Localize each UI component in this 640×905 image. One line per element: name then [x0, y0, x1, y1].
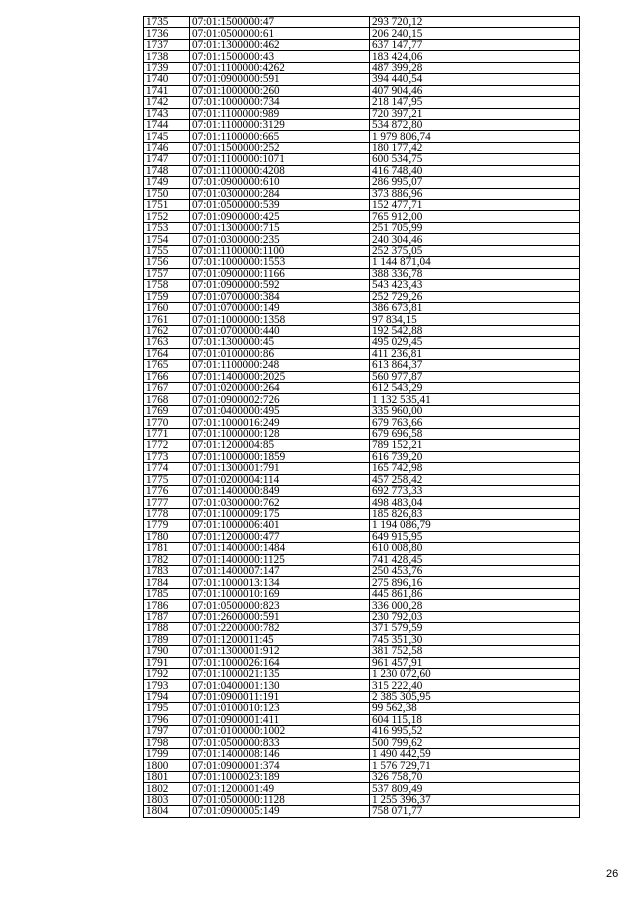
row-number-cell: 1799	[144, 749, 190, 760]
row-number-cell: 1770	[144, 417, 190, 428]
cadastral-value-cell: 293 720,12	[370, 17, 580, 28]
cadastral-value-cell: 252 729,26	[370, 291, 580, 302]
cadastral-number-cell: 07:01:1100000:1071	[190, 154, 370, 165]
cadastral-number-cell: 07:01:0500000:1128	[190, 794, 370, 805]
row-number-cell: 1780	[144, 531, 190, 542]
table-row	[144, 703, 580, 714]
table-row	[144, 325, 580, 336]
table-row	[144, 108, 580, 119]
table-row	[144, 600, 580, 611]
table-row	[144, 611, 580, 622]
cadastral-value-cell: 416 748,40	[370, 165, 580, 176]
cadastral-value-cell: 206 240,15	[370, 28, 580, 39]
cadastral-number-cell: 07:01:1200000:477	[190, 531, 370, 542]
table-row	[144, 394, 580, 405]
cadastral-value-cell: 373 886,96	[370, 188, 580, 199]
table-row	[144, 200, 580, 211]
row-number-cell: 1773	[144, 451, 190, 462]
cadastral-value-cell: 758 071,77	[370, 806, 580, 817]
table-row	[144, 485, 580, 496]
cadastral-number-cell: 07:01:1300001:791	[190, 463, 370, 474]
cadastral-value-cell: 637 147,77	[370, 39, 580, 50]
cadastral-value-cell: 165 742,98	[370, 463, 580, 474]
table-row	[144, 302, 580, 313]
cadastral-value-cell: 604 115,18	[370, 714, 580, 725]
cadastral-number-cell: 07:01:0900001:374	[190, 760, 370, 771]
cadastral-value-cell: 240 304,46	[370, 234, 580, 245]
row-number-cell: 1784	[144, 577, 190, 588]
row-number-cell: 1741	[144, 85, 190, 96]
table-row	[144, 257, 580, 268]
cadastral-value-cell: 326 758,70	[370, 771, 580, 782]
cadastral-value-cell: 386 673,81	[370, 302, 580, 313]
row-number-cell: 1755	[144, 245, 190, 256]
table-row	[144, 531, 580, 542]
cadastral-value-cell: 1 144 871,04	[370, 257, 580, 268]
row-number-cell: 1774	[144, 463, 190, 474]
cadastral-number-cell: 07:01:0900000:1166	[190, 268, 370, 279]
cadastral-value-cell: 183 424,06	[370, 51, 580, 62]
row-number-cell: 1751	[144, 200, 190, 211]
cadastral-number-cell: 07:01:0300000:762	[190, 497, 370, 508]
cadastral-value-cell: 250 453,76	[370, 566, 580, 577]
cadastral-value-cell: 495 029,45	[370, 337, 580, 348]
cadastral-number-cell: 07:01:1500000:43	[190, 51, 370, 62]
cadastral-number-cell: 07:01:1500000:47	[190, 17, 370, 28]
table-row	[144, 371, 580, 382]
cadastral-value-cell: 498 483,04	[370, 497, 580, 508]
cadastral-value-cell: 537 809,49	[370, 783, 580, 794]
row-number-cell: 1789	[144, 634, 190, 645]
row-number-cell: 1740	[144, 74, 190, 85]
cadastral-value-cell: 388 336,78	[370, 268, 580, 279]
table-row	[144, 646, 580, 657]
cadastral-number-cell: 07:01:0100000:86	[190, 348, 370, 359]
row-number-cell: 1775	[144, 474, 190, 485]
cadastral-number-cell: 07:01:1100000:248	[190, 360, 370, 371]
cadastral-number-cell: 07:01:2200000:782	[190, 623, 370, 634]
table-row	[144, 543, 580, 554]
table-row	[144, 588, 580, 599]
cadastral-value-cell: 381 752,58	[370, 646, 580, 657]
cadastral-value-cell: 1 576 729,71	[370, 760, 580, 771]
row-number-cell: 1790	[144, 646, 190, 657]
row-number-cell: 1742	[144, 97, 190, 108]
cadastral-value-cell: 679 696,58	[370, 428, 580, 439]
table-row	[144, 268, 580, 279]
cadastral-value-cell: 613 864,37	[370, 360, 580, 371]
cadastral-value-cell: 745 351,30	[370, 634, 580, 645]
cadastral-number-cell: 07:01:0900000:425	[190, 211, 370, 222]
cadastral-number-cell: 07:01:0900002:726	[190, 394, 370, 405]
cadastral-value-cell: 961 457,91	[370, 657, 580, 668]
cadastral-value-cell: 1 979 806,74	[370, 131, 580, 142]
cadastral-number-cell: 07:01:1000026:164	[190, 657, 370, 668]
cadastral-value-cell: 612 543,29	[370, 383, 580, 394]
row-number-cell: 1760	[144, 302, 190, 313]
cadastral-number-cell: 07:01:0400001:130	[190, 680, 370, 691]
row-number-cell: 1745	[144, 131, 190, 142]
table-row	[144, 211, 580, 222]
table-row	[144, 417, 580, 428]
cadastral-number-cell: 07:01:0700000:384	[190, 291, 370, 302]
row-number-cell: 1754	[144, 234, 190, 245]
row-number-cell: 1792	[144, 668, 190, 679]
cadastral-number-cell: 07:01:1200011:45	[190, 634, 370, 645]
table-row	[144, 714, 580, 725]
row-number-cell: 1802	[144, 783, 190, 794]
cadastral-value-cell: 445 861,86	[370, 588, 580, 599]
cadastral-value-cell: 180 177,42	[370, 142, 580, 153]
row-number-cell: 1765	[144, 360, 190, 371]
cadastral-number-cell: 07:01:1000021:135	[190, 668, 370, 679]
cadastral-number-cell: 07:01:1100000:3129	[190, 119, 370, 130]
cadastral-value-cell: 252 375,05	[370, 245, 580, 256]
table-body	[144, 17, 580, 818]
row-number-cell: 1768	[144, 394, 190, 405]
row-number-cell: 1767	[144, 383, 190, 394]
cadastral-number-cell: 07:01:0200004:114	[190, 474, 370, 485]
cadastral-value-cell: 741 428,45	[370, 554, 580, 565]
cadastral-value-cell: 543 423,43	[370, 280, 580, 291]
cadastral-value-cell: 1 194 086,79	[370, 520, 580, 531]
cadastral-number-cell: 07:01:1300000:45	[190, 337, 370, 348]
row-number-cell: 1738	[144, 51, 190, 62]
row-number-cell: 1783	[144, 566, 190, 577]
cadastral-number-cell: 07:01:1000000:260	[190, 85, 370, 96]
cadastral-number-cell: 07:01:1400008:146	[190, 749, 370, 760]
row-number-cell: 1772	[144, 440, 190, 451]
table-row	[144, 245, 580, 256]
table-row	[144, 360, 580, 371]
table-row	[144, 405, 580, 416]
row-number-cell: 1788	[144, 623, 190, 634]
row-number-cell: 1803	[144, 794, 190, 805]
cadastral-number-cell: 07:01:1000013:134	[190, 577, 370, 588]
cadastral-value-cell: 286 995,07	[370, 177, 580, 188]
row-number-cell: 1743	[144, 108, 190, 119]
cadastral-value-cell: 457 258,42	[370, 474, 580, 485]
row-number-cell: 1739	[144, 62, 190, 73]
cadastral-value-cell: 1 230 072,60	[370, 668, 580, 679]
cadastral-number-cell: 07:01:0300000:284	[190, 188, 370, 199]
table-row	[144, 234, 580, 245]
row-number-cell: 1795	[144, 703, 190, 714]
table-row	[144, 142, 580, 153]
row-number-cell: 1759	[144, 291, 190, 302]
table-row	[144, 737, 580, 748]
cadastral-value-cell: 251 705,99	[370, 222, 580, 233]
cadastral-value-cell: 500 799,62	[370, 737, 580, 748]
cadastral-value-cell: 649 915,95	[370, 531, 580, 542]
cadastral-value-cell: 407 904,46	[370, 85, 580, 96]
cadastral-value-cell: 371 579,59	[370, 623, 580, 634]
row-number-cell: 1776	[144, 485, 190, 496]
table-row	[144, 74, 580, 85]
row-number-cell: 1752	[144, 211, 190, 222]
cadastral-number-cell: 07:01:1000009:175	[190, 508, 370, 519]
cadastral-number-cell: 07:01:0200000:264	[190, 383, 370, 394]
row-number-cell: 1793	[144, 680, 190, 691]
row-number-cell: 1769	[144, 405, 190, 416]
cadastral-value-table	[143, 16, 580, 818]
row-number-cell: 1778	[144, 508, 190, 519]
table-row	[144, 760, 580, 771]
cadastral-number-cell: 07:01:0900000:591	[190, 74, 370, 85]
cadastral-number-cell: 07:01:1000000:128	[190, 428, 370, 439]
cadastral-value-cell: 315 222,40	[370, 680, 580, 691]
table-row	[144, 348, 580, 359]
row-number-cell: 1758	[144, 280, 190, 291]
cadastral-value-cell: 692 773,33	[370, 485, 580, 496]
row-number-cell: 1757	[144, 268, 190, 279]
table-row	[144, 463, 580, 474]
cadastral-number-cell: 07:01:0100000:1002	[190, 726, 370, 737]
cadastral-number-cell: 07:01:1200004:85	[190, 440, 370, 451]
cadastral-number-cell: 07:01:1100000:989	[190, 108, 370, 119]
row-number-cell: 1748	[144, 165, 190, 176]
table-row	[144, 177, 580, 188]
table-row	[144, 440, 580, 451]
cadastral-number-cell: 07:01:1000010:169	[190, 588, 370, 599]
cadastral-number-cell: 07:01:0400000:495	[190, 405, 370, 416]
row-number-cell: 1747	[144, 154, 190, 165]
cadastral-number-cell: 07:01:1300000:462	[190, 39, 370, 50]
row-number-cell: 1764	[144, 348, 190, 359]
cadastral-value-cell: 610 008,80	[370, 543, 580, 554]
cadastral-value-cell: 411 236,81	[370, 348, 580, 359]
cadastral-number-cell: 07:01:0900011:191	[190, 691, 370, 702]
table-row	[144, 680, 580, 691]
row-number-cell: 1786	[144, 600, 190, 611]
table-row	[144, 337, 580, 348]
table-row	[144, 508, 580, 519]
table-row	[144, 566, 580, 577]
table-row	[144, 165, 580, 176]
row-number-cell: 1761	[144, 314, 190, 325]
table-row	[144, 17, 580, 28]
row-number-cell: 1791	[144, 657, 190, 668]
cadastral-number-cell: 07:01:1000023:189	[190, 771, 370, 782]
cadastral-value-cell: 720 397,21	[370, 108, 580, 119]
table-row	[144, 634, 580, 645]
row-number-cell: 1804	[144, 806, 190, 817]
table-row	[144, 383, 580, 394]
cadastral-value-cell: 1 255 396,37	[370, 794, 580, 805]
table-row	[144, 222, 580, 233]
cadastral-number-cell: 07:01:0900001:411	[190, 714, 370, 725]
table-row	[144, 657, 580, 668]
cadastral-value-cell: 487 399,28	[370, 62, 580, 73]
cadastral-value-cell: 97 834,15	[370, 314, 580, 325]
cadastral-number-cell: 07:01:1000016:249	[190, 417, 370, 428]
table-row	[144, 520, 580, 531]
cadastral-value-cell: 416 995,52	[370, 726, 580, 737]
cadastral-value-cell: 616 739,20	[370, 451, 580, 462]
table-row	[144, 771, 580, 782]
cadastral-number-cell: 07:01:2600000:591	[190, 611, 370, 622]
table-row	[144, 291, 580, 302]
table-row	[144, 623, 580, 634]
table-row	[144, 51, 580, 62]
row-number-cell: 1798	[144, 737, 190, 748]
cadastral-number-cell: 07:01:0500000:823	[190, 600, 370, 611]
cadastral-number-cell: 07:01:1400007:147	[190, 566, 370, 577]
cadastral-number-cell: 07:01:1000006:401	[190, 520, 370, 531]
table-row	[144, 28, 580, 39]
table-row	[144, 428, 580, 439]
row-number-cell: 1766	[144, 371, 190, 382]
cadastral-number-cell: 07:01:1100000:4208	[190, 165, 370, 176]
cadastral-number-cell: 07:01:1000000:1358	[190, 314, 370, 325]
cadastral-value-cell: 275 896,16	[370, 577, 580, 588]
row-number-cell: 1749	[144, 177, 190, 188]
cadastral-number-cell: 07:01:1400000:1125	[190, 554, 370, 565]
row-number-cell: 1787	[144, 611, 190, 622]
cadastral-number-cell: 07:01:1400000:1484	[190, 543, 370, 554]
row-number-cell: 1796	[144, 714, 190, 725]
cadastral-value-cell: 185 826,83	[370, 508, 580, 519]
table-row	[144, 188, 580, 199]
row-number-cell: 1753	[144, 222, 190, 233]
table-row	[144, 783, 580, 794]
cadastral-number-cell: 07:01:0500000:61	[190, 28, 370, 39]
table-row	[144, 749, 580, 760]
cadastral-number-cell: 07:01:1400000:849	[190, 485, 370, 496]
cadastral-number-cell: 07:01:1300001:912	[190, 646, 370, 657]
cadastral-number-cell: 07:01:0900000:592	[190, 280, 370, 291]
cadastral-value-cell: 789 152,21	[370, 440, 580, 451]
row-number-cell: 1797	[144, 726, 190, 737]
cadastral-value-cell: 335 960,00	[370, 405, 580, 416]
table-row	[144, 726, 580, 737]
cadastral-value-cell: 560 977,87	[370, 371, 580, 382]
cadastral-number-cell: 07:01:1200001:49	[190, 783, 370, 794]
table-row	[144, 497, 580, 508]
cadastral-value-cell: 99 562,38	[370, 703, 580, 714]
table-row	[144, 131, 580, 142]
cadastral-value-cell: 152 477,71	[370, 200, 580, 211]
table-row	[144, 474, 580, 485]
table-row	[144, 280, 580, 291]
row-number-cell: 1750	[144, 188, 190, 199]
cadastral-number-cell: 07:01:1000000:1553	[190, 257, 370, 268]
row-number-cell: 1777	[144, 497, 190, 508]
table-row	[144, 39, 580, 50]
cadastral-number-cell: 07:01:0900000:610	[190, 177, 370, 188]
cadastral-value-cell: 534 872,80	[370, 119, 580, 130]
cadastral-number-cell: 07:01:1000000:1859	[190, 451, 370, 462]
cadastral-value-cell: 2 385 305,95	[370, 691, 580, 702]
row-number-cell: 1781	[144, 543, 190, 554]
cadastral-number-cell: 07:01:1300000:715	[190, 222, 370, 233]
row-number-cell: 1785	[144, 588, 190, 599]
row-number-cell: 1756	[144, 257, 190, 268]
cadastral-number-cell: 07:01:1100000:1100	[190, 245, 370, 256]
table-row	[144, 154, 580, 165]
row-number-cell: 1746	[144, 142, 190, 153]
cadastral-number-cell: 07:01:1000000:734	[190, 97, 370, 108]
cadastral-value-cell: 600 534,75	[370, 154, 580, 165]
cadastral-value-cell: 336 000,28	[370, 600, 580, 611]
cadastral-number-cell: 07:01:0900005:149	[190, 806, 370, 817]
cadastral-value-cell: 394 440,54	[370, 74, 580, 85]
cadastral-value-cell: 192 542,88	[370, 325, 580, 336]
cadastral-number-cell: 07:01:0100010:123	[190, 703, 370, 714]
table-row	[144, 85, 580, 96]
cadastral-number-cell: 07:01:1100000:665	[190, 131, 370, 142]
cadastral-number-cell: 07:01:1400000:2025	[190, 371, 370, 382]
cadastral-value-cell: 1 132 535,41	[370, 394, 580, 405]
cadastral-value-cell: 1 490 442,59	[370, 749, 580, 760]
row-number-cell: 1744	[144, 119, 190, 130]
cadastral-number-cell: 07:01:1100000:4262	[190, 62, 370, 73]
cadastral-value-cell: 218 147,95	[370, 97, 580, 108]
page-number: 26	[606, 868, 619, 880]
row-number-cell: 1800	[144, 760, 190, 771]
row-number-cell: 1763	[144, 337, 190, 348]
table-row	[144, 806, 580, 817]
table-row	[144, 577, 580, 588]
table-row	[144, 691, 580, 702]
table-row	[144, 451, 580, 462]
cadastral-value-cell: 679 763,66	[370, 417, 580, 428]
row-number-cell: 1735	[144, 17, 190, 28]
row-number-cell: 1782	[144, 554, 190, 565]
row-number-cell: 1771	[144, 428, 190, 439]
cadastral-value-cell: 230 792,03	[370, 611, 580, 622]
row-number-cell: 1737	[144, 39, 190, 50]
row-number-cell: 1794	[144, 691, 190, 702]
row-number-cell: 1779	[144, 520, 190, 531]
row-number-cell: 1736	[144, 28, 190, 39]
table-row	[144, 119, 580, 130]
table-row	[144, 97, 580, 108]
table-row	[144, 668, 580, 679]
table-row	[144, 62, 580, 73]
table-row	[144, 314, 580, 325]
cadastral-number-cell: 07:01:0300000:235	[190, 234, 370, 245]
cadastral-number-cell: 07:01:1500000:252	[190, 142, 370, 153]
cadastral-value-cell: 765 912,00	[370, 211, 580, 222]
table-row	[144, 794, 580, 805]
row-number-cell: 1801	[144, 771, 190, 782]
cadastral-number-cell: 07:01:0700000:440	[190, 325, 370, 336]
cadastral-number-cell: 07:01:0500000:833	[190, 737, 370, 748]
cadastral-number-cell: 07:01:0500000:539	[190, 200, 370, 211]
table-row	[144, 554, 580, 565]
row-number-cell: 1762	[144, 325, 190, 336]
cadastral-number-cell: 07:01:0700000:149	[190, 302, 370, 313]
